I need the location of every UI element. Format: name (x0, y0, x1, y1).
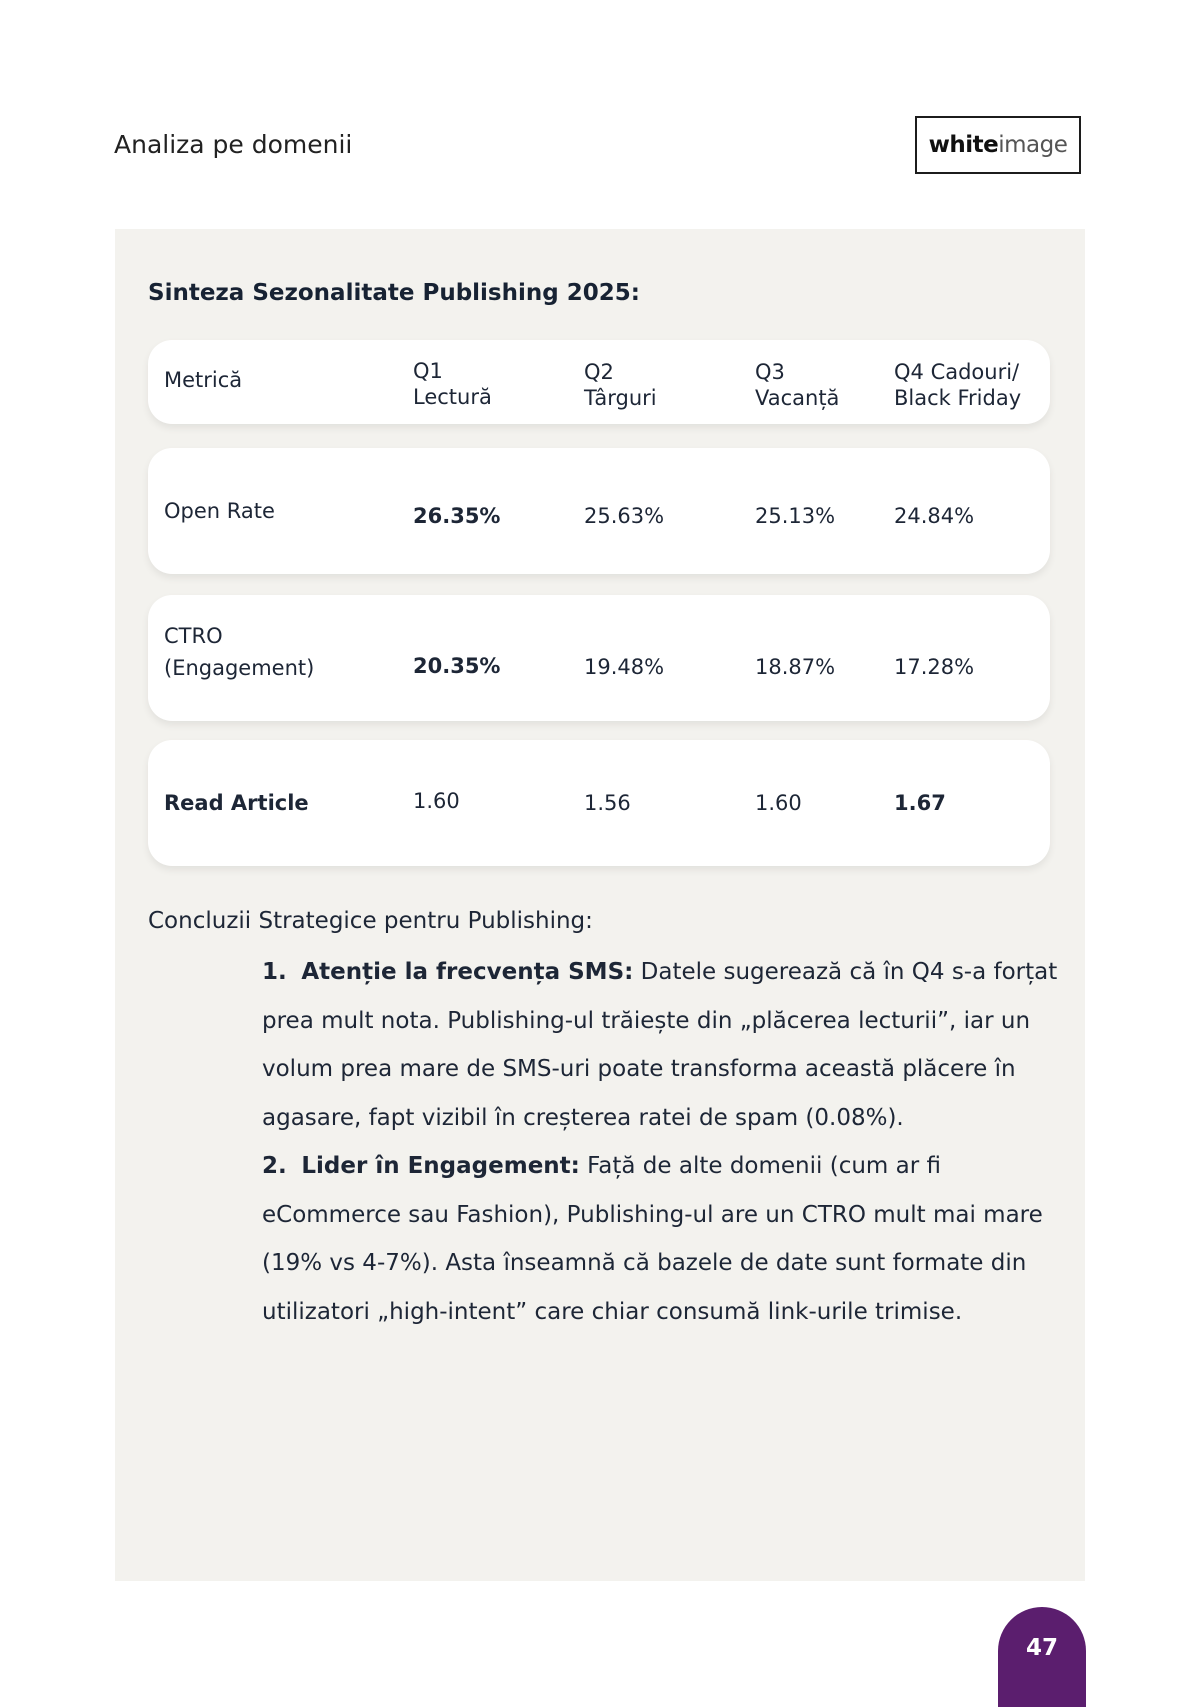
point-lead: Atenție la frecvența SMS: (301, 959, 634, 985)
logo-bold-text: white (928, 132, 999, 158)
metric-label: CTRO (Engagement) (164, 624, 315, 680)
point-lead: Lider în Engagement: (301, 1153, 580, 1179)
header-cell-q1: Q1 Lectură (413, 359, 492, 409)
table-row-read-article (148, 740, 1050, 866)
whiteimage-logo (915, 116, 1081, 174)
page-number: 47 (1025, 1635, 1058, 1661)
point-number: 2. (262, 1153, 287, 1179)
value-q1: 26.35% (413, 504, 501, 528)
value-q3: 1.60 (755, 791, 802, 815)
conclusions-title: Concluzii Strategice pentru Publishing: (148, 908, 593, 934)
value-q4: 24.84% (894, 504, 975, 528)
value-q3: 25.13% (755, 504, 836, 528)
page-header-title: Analiza pe domenii (114, 130, 353, 159)
header-cell-metric: Metrică (164, 368, 243, 392)
value-q3: 18.87% (755, 655, 836, 679)
table-header-row (148, 340, 1050, 424)
value-q1: 1.60 (413, 789, 460, 813)
header-cell-q3: Q3 Vacanță (755, 360, 840, 410)
table-row-ctro (148, 595, 1050, 721)
value-q1: 20.35% (413, 654, 501, 678)
section-title: Sinteza Sezonalitate Publishing 2025: (148, 280, 640, 306)
point-text: Față de alte domenii (cum ar fi eCommerce sau Fashion), Publishing-ul are un CTRO mult mai mare (19% vs 4-7%). Asta înseamnă că bazele de date sunt formate din utilizatori „high-intent” care chiar consumă link-urile trimise. (262, 1153, 1043, 1325)
value-q4: 1.67 (894, 791, 946, 815)
metric-label: Read Article (164, 791, 309, 815)
point-text: Datele sugerează că în Q4 s-a forțat prea mult nota. Publishing-ul trăiește din „plăcerea lecturii”, iar un volum prea mare de SMS-uri poate transforma această plăcere în agasare, fapt vizibil în creșterea ratei de spam (0.08%). (262, 959, 1058, 1131)
conclusion-point-1 (262, 948, 1062, 1142)
value-q2: 1.56 (584, 791, 631, 815)
conclusion-point-2 (262, 1142, 1062, 1336)
header-cell-q4: Q4 Cadouri/ Black Friday (894, 360, 1022, 410)
content-panel (115, 229, 1085, 1581)
value-q2: 25.63% (584, 504, 665, 528)
value-q2: 19.48% (584, 655, 665, 679)
logo-light-text: image (998, 132, 1068, 158)
metric-label: Open Rate (164, 499, 275, 523)
point-number: 1. (262, 959, 287, 985)
header-cell-q2: Q2 Târguri (584, 360, 657, 410)
page-number-badge (998, 1607, 1086, 1707)
table-row-open-rate (148, 448, 1050, 574)
value-q4: 17.28% (894, 655, 975, 679)
